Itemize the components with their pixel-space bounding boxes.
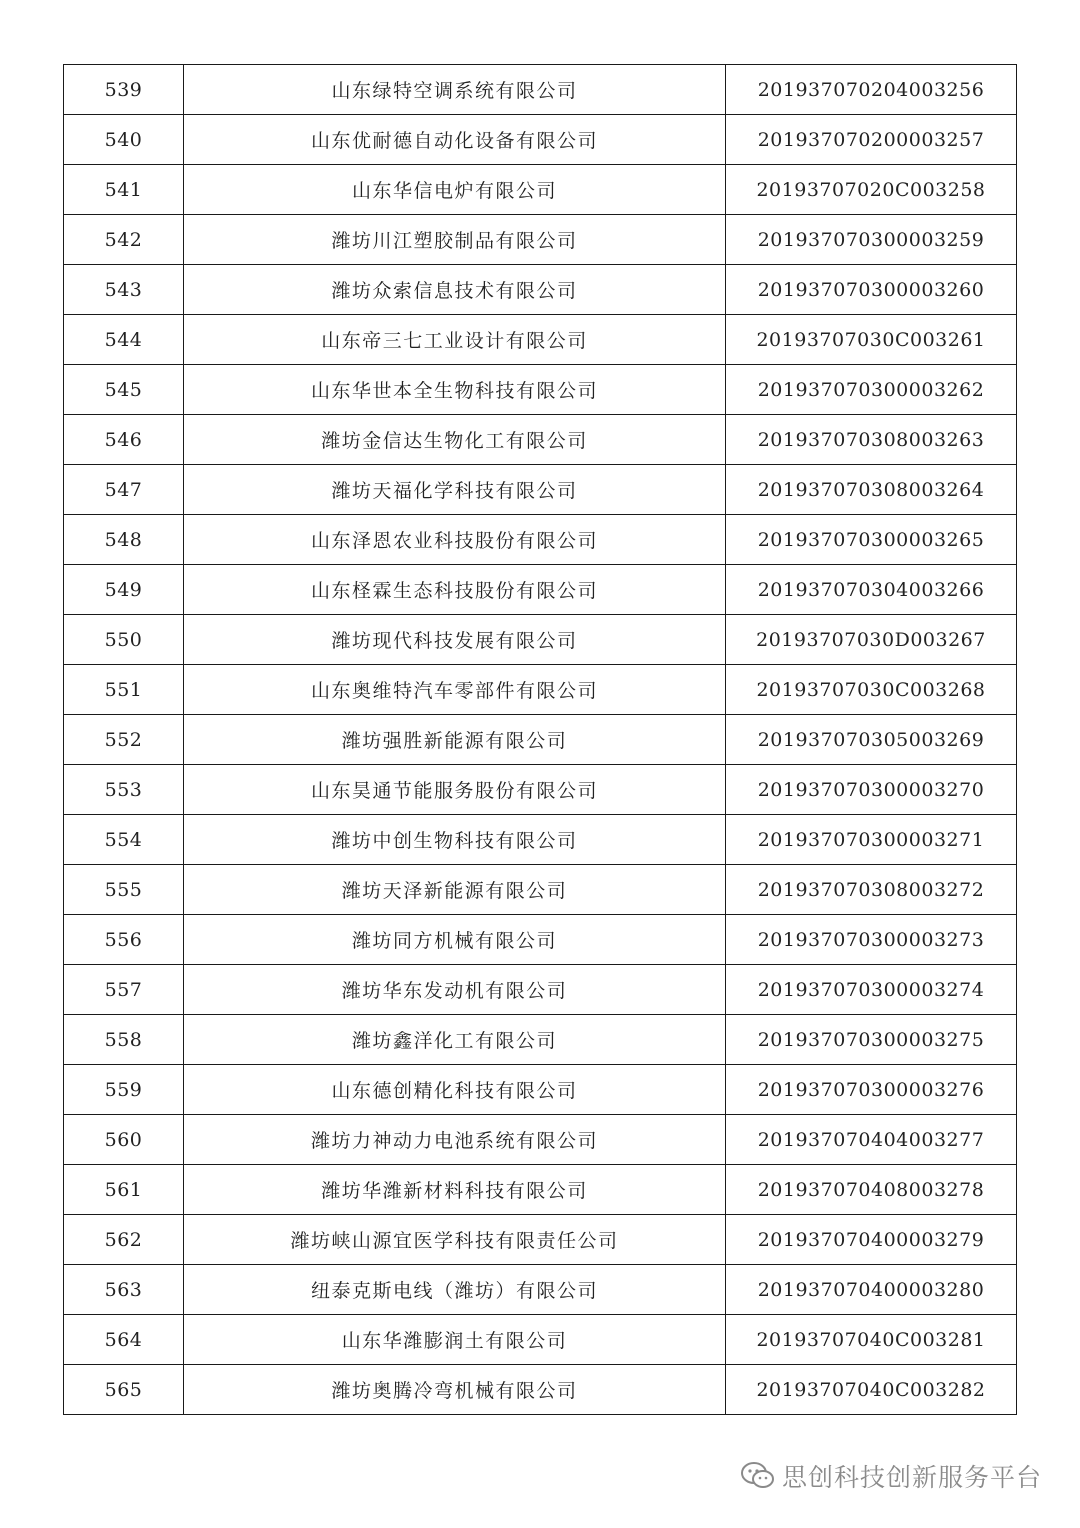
- company-name: 山东绿特空调系统有限公司: [184, 65, 726, 115]
- table-row: [64, 565, 1017, 615]
- company-name: 潍坊川江塑胶制品有限公司: [184, 215, 726, 265]
- row-number: 548: [64, 515, 184, 565]
- company-name: 潍坊现代科技发展有限公司: [184, 615, 726, 665]
- registration-code: 201937070305003269: [726, 715, 1017, 765]
- registration-code: 20193707040C003281: [726, 1315, 1017, 1365]
- row-number: 559: [64, 1065, 184, 1115]
- row-number: 542: [64, 215, 184, 265]
- registration-code: 201937070300003270: [726, 765, 1017, 815]
- row-number: 545: [64, 365, 184, 415]
- row-number: 557: [64, 965, 184, 1015]
- table-row: [64, 265, 1017, 315]
- registration-code: 201937070300003276: [726, 1065, 1017, 1115]
- registration-code: 201937070404003277: [726, 1115, 1017, 1165]
- table-row: [64, 465, 1017, 515]
- registration-code: 201937070304003266: [726, 565, 1017, 615]
- row-number: 546: [64, 415, 184, 465]
- registration-code: 201937070300003275: [726, 1015, 1017, 1065]
- table-row: [64, 765, 1017, 815]
- registration-code: 201937070400003280: [726, 1265, 1017, 1315]
- table-row: [64, 1015, 1017, 1065]
- table-body: [64, 65, 1017, 1415]
- row-number: 563: [64, 1265, 184, 1315]
- company-name: 潍坊天福化学科技有限公司: [184, 465, 726, 515]
- table-row: [64, 1315, 1017, 1365]
- registration-code: 201937070300003273: [726, 915, 1017, 965]
- table-row: [64, 65, 1017, 115]
- row-number: 543: [64, 265, 184, 315]
- company-name: 潍坊天泽新能源有限公司: [184, 865, 726, 915]
- table-row: [64, 815, 1017, 865]
- company-name: 潍坊同方机械有限公司: [184, 915, 726, 965]
- table-row: [64, 165, 1017, 215]
- registration-code: 201937070400003279: [726, 1215, 1017, 1265]
- table-row: [64, 215, 1017, 265]
- registration-code: 201937070308003272: [726, 865, 1017, 915]
- company-name: 纽泰克斯电线（潍坊）有限公司: [184, 1265, 726, 1315]
- registration-code: 201937070300003274: [726, 965, 1017, 1015]
- row-number: 556: [64, 915, 184, 965]
- row-number: 562: [64, 1215, 184, 1265]
- watermark: [740, 1458, 1042, 1494]
- row-number: 554: [64, 815, 184, 865]
- company-name: 山东优耐德自动化设备有限公司: [184, 115, 726, 165]
- company-name: 山东帝三七工业设计有限公司: [184, 315, 726, 365]
- registration-code: 20193707040C003282: [726, 1365, 1017, 1415]
- registration-code: 201937070300003262: [726, 365, 1017, 415]
- row-number: 564: [64, 1315, 184, 1365]
- row-number: 540: [64, 115, 184, 165]
- table-row: [64, 865, 1017, 915]
- row-number: 558: [64, 1015, 184, 1065]
- row-number: 552: [64, 715, 184, 765]
- company-name: 潍坊众索信息技术有限公司: [184, 265, 726, 315]
- registry-table: [63, 64, 1017, 1415]
- company-name: 潍坊奥腾冷弯机械有限公司: [184, 1365, 726, 1415]
- wechat-icon: [740, 1461, 776, 1491]
- registration-code: 20193707030C003261: [726, 315, 1017, 365]
- watermark-text: 思创科技创新服务平台: [781, 1463, 1042, 1492]
- company-name: 潍坊力神动力电池系统有限公司: [184, 1115, 726, 1165]
- row-number: 541: [64, 165, 184, 215]
- company-name: 山东华世本全生物科技有限公司: [184, 365, 726, 415]
- table-row: [64, 1215, 1017, 1265]
- row-number: 549: [64, 565, 184, 615]
- table-row: [64, 965, 1017, 1015]
- table-row: [64, 115, 1017, 165]
- registration-code: 201937070204003256: [726, 65, 1017, 115]
- table-row: [64, 315, 1017, 365]
- table-row: [64, 365, 1017, 415]
- registration-code: 201937070300003260: [726, 265, 1017, 315]
- row-number: 561: [64, 1165, 184, 1215]
- table-row: [64, 1165, 1017, 1215]
- registration-code: 201937070300003265: [726, 515, 1017, 565]
- company-name: 潍坊峡山源宜医学科技有限责任公司: [184, 1215, 726, 1265]
- registration-code: 201937070308003263: [726, 415, 1017, 465]
- company-name: 潍坊华潍新材料科技有限公司: [184, 1165, 726, 1215]
- row-number: 551: [64, 665, 184, 715]
- registration-code: 201937070200003257: [726, 115, 1017, 165]
- company-name: 山东华潍膨润土有限公司: [184, 1315, 726, 1365]
- row-number: 565: [64, 1365, 184, 1415]
- registration-code: 201937070300003259: [726, 215, 1017, 265]
- company-name: 山东华信电炉有限公司: [184, 165, 726, 215]
- company-name: 山东奥维特汽车零部件有限公司: [184, 665, 726, 715]
- registration-code: 201937070308003264: [726, 465, 1017, 515]
- company-name: 山东德创精化科技有限公司: [184, 1065, 726, 1115]
- company-name: 山东昊通节能服务股份有限公司: [184, 765, 726, 815]
- table-row: [64, 1265, 1017, 1315]
- table-row: [64, 1365, 1017, 1415]
- row-number: 544: [64, 315, 184, 365]
- company-name: 潍坊华东发动机有限公司: [184, 965, 726, 1015]
- table-row: [64, 615, 1017, 665]
- row-number: 560: [64, 1115, 184, 1165]
- row-number: 539: [64, 65, 184, 115]
- registration-code: 201937070408003278: [726, 1165, 1017, 1215]
- table-row: [64, 415, 1017, 465]
- company-name: 潍坊中创生物科技有限公司: [184, 815, 726, 865]
- registration-code: 20193707030D003267: [726, 615, 1017, 665]
- company-name: 潍坊金信达生物化工有限公司: [184, 415, 726, 465]
- table-row: [64, 715, 1017, 765]
- row-number: 550: [64, 615, 184, 665]
- company-name: 潍坊强胜新能源有限公司: [184, 715, 726, 765]
- company-name: 山东柽霖生态科技股份有限公司: [184, 565, 726, 615]
- registration-code: 20193707030C003268: [726, 665, 1017, 715]
- company-name: 山东泽恩农业科技股份有限公司: [184, 515, 726, 565]
- table-row: [64, 915, 1017, 965]
- company-name: 潍坊鑫洋化工有限公司: [184, 1015, 726, 1065]
- table-row: [64, 1115, 1017, 1165]
- registration-code: 201937070300003271: [726, 815, 1017, 865]
- table-row: [64, 665, 1017, 715]
- row-number: 553: [64, 765, 184, 815]
- row-number: 555: [64, 865, 184, 915]
- registration-code: 20193707020C003258: [726, 165, 1017, 215]
- table-row: [64, 515, 1017, 565]
- row-number: 547: [64, 465, 184, 515]
- table-row: [64, 1065, 1017, 1115]
